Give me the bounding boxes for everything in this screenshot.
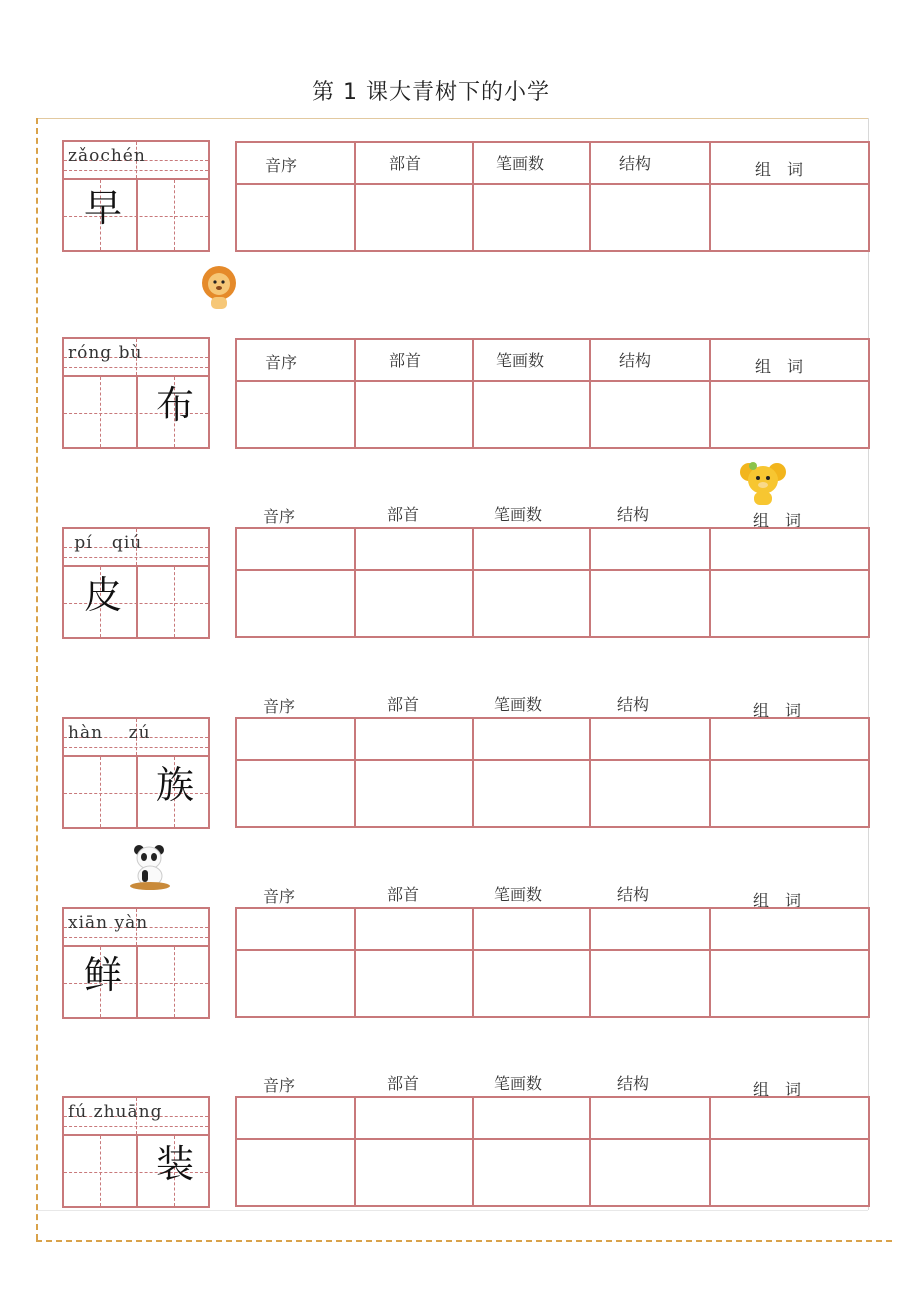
info-table-4 (235, 717, 870, 828)
hanzi-char: 布 (155, 383, 194, 427)
header-bushou: 部首 (387, 1074, 420, 1093)
header-bushou: 部首 (387, 885, 420, 904)
header-jiegou: 结构 (619, 154, 652, 173)
header-jiegou: 结构 (617, 885, 650, 904)
frame-bottom-border (36, 1240, 892, 1242)
header-yinxu: 音序 (263, 887, 296, 906)
info-table-6 (235, 1096, 870, 1207)
char-box-5 (62, 907, 210, 1019)
info-table-5 (235, 907, 870, 1018)
pinyin-text: xiān yàn (68, 913, 149, 933)
char-box-2 (62, 337, 210, 449)
pinyin-text: róng bù (68, 343, 143, 363)
pinyin-text: hàn zú (68, 723, 151, 743)
pinyin-text: zǎochén (68, 146, 146, 166)
header-bihua: 笔画数 (494, 885, 543, 904)
char-box-1 (62, 140, 210, 252)
header-bihua: 笔画数 (494, 1074, 543, 1093)
char-box-3 (62, 527, 210, 639)
info-table-3 (235, 527, 870, 638)
frame-left-border (36, 118, 38, 1240)
info-table-2 (235, 338, 870, 449)
bear-icon (737, 458, 789, 506)
hanzi-char: 装 (155, 1142, 194, 1186)
header-bushou: 部首 (387, 505, 420, 524)
header-jiegou: 结构 (617, 505, 650, 524)
char-box-4 (62, 717, 210, 829)
header-jiegou: 结构 (619, 351, 652, 370)
frame-top-border (36, 118, 868, 119)
header-zuci: 组 词 (755, 357, 804, 376)
header-bihua: 笔画数 (496, 154, 545, 173)
header-yinxu: 音序 (263, 507, 296, 526)
pinyin-text: pí qiú (68, 533, 143, 553)
panda-icon (128, 842, 172, 892)
hanzi-char: 族 (155, 763, 194, 807)
header-yinxu: 音序 (265, 156, 298, 175)
header-bushou: 部首 (389, 154, 422, 173)
info-table-1 (235, 141, 870, 252)
header-zuci: 组 词 (753, 511, 802, 530)
header-yinxu: 音序 (263, 697, 296, 716)
frame-inner-bottom (36, 1210, 868, 1211)
header-bihua: 笔画数 (494, 695, 543, 714)
hanzi-char: 鲜 (83, 953, 122, 997)
header-zuci: 组 词 (753, 701, 802, 720)
header-bihua: 笔画数 (496, 351, 545, 370)
header-zuci: 组 词 (753, 891, 802, 910)
page-title: 第 1 课大青树下的小学 (312, 80, 550, 105)
header-zuci: 组 词 (753, 1080, 802, 1099)
header-bihua: 笔画数 (494, 505, 543, 524)
header-jiegou: 结构 (617, 695, 650, 714)
header-bushou: 部首 (387, 695, 420, 714)
frame-right-border (868, 118, 869, 1210)
header-yinxu: 音序 (263, 1076, 296, 1095)
pinyin-text: fú zhuāng (68, 1102, 163, 1122)
hanzi-char: 早 (83, 186, 122, 230)
char-box-6 (62, 1096, 210, 1208)
header-yinxu: 音序 (265, 353, 298, 372)
hanzi-char: 皮 (83, 573, 122, 617)
header-zuci: 组 词 (755, 160, 804, 179)
header-bushou: 部首 (389, 351, 422, 370)
lion-icon (199, 263, 239, 311)
header-jiegou: 结构 (617, 1074, 650, 1093)
